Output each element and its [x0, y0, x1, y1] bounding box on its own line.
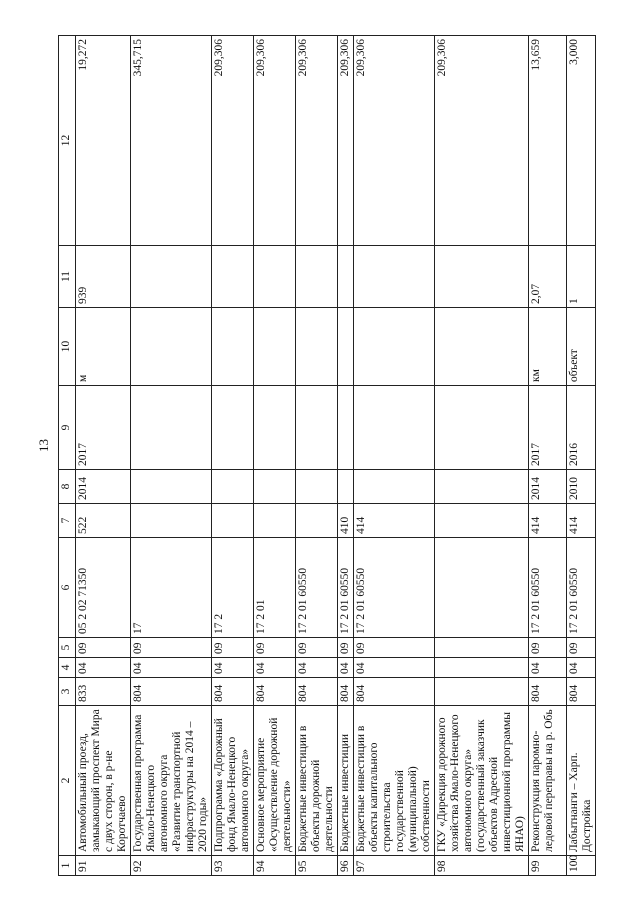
column-header: 6 [59, 538, 76, 638]
table-cell [435, 386, 529, 470]
column-header: 8 [59, 470, 76, 504]
table-cell [131, 386, 212, 470]
table-cell: 804 [254, 678, 296, 706]
table-cell [131, 504, 212, 538]
column-header: 2 [59, 706, 76, 856]
table-cell [435, 504, 529, 538]
table-cell [354, 386, 435, 470]
table-cell [435, 308, 529, 386]
column-header: 5 [59, 638, 76, 658]
column-header: 3 [59, 678, 76, 706]
table-cell: Бюджетные инвестиции в объекты дорожной деятельности [296, 706, 338, 856]
table-cell: 05 2 02 71350 [76, 538, 131, 638]
table-cell [131, 246, 212, 308]
table-cell [435, 246, 529, 308]
table-cell: 95 [296, 856, 338, 876]
table-cell [338, 308, 354, 386]
table-cell: Бюджетные инвестиции в объекты капитального строительства государственной (муниципальной) собственности [354, 706, 435, 856]
table-cell: Государственная программа Ямало-Ненецкого автономного округа «Развитие транспортной инфраструктуры на 2014 – 2020 годы» [131, 706, 212, 856]
table-cell [354, 470, 435, 504]
table-row [338, 36, 354, 876]
table-row [76, 36, 131, 876]
table-cell [435, 658, 529, 678]
table-cell: 209,306 [435, 36, 529, 246]
table-cell: 04 [567, 658, 596, 678]
table-cell: м [76, 308, 131, 386]
budget-table [58, 35, 596, 876]
table-cell [254, 246, 296, 308]
table-cell: 2017 [529, 386, 567, 470]
table-cell: 09 [254, 638, 296, 658]
table-cell: 2,07 [529, 246, 567, 308]
table-cell: 04 [529, 658, 567, 678]
table-row [296, 36, 338, 876]
table-cell: 04 [212, 658, 254, 678]
table-row [254, 36, 296, 876]
table-cell: 410 [338, 504, 354, 538]
table-cell [435, 638, 529, 658]
table-cell: 09 [354, 638, 435, 658]
table-cell [435, 538, 529, 638]
table-cell: 04 [354, 658, 435, 678]
table-cell: 17 2 01 [254, 538, 296, 638]
table-cell [254, 386, 296, 470]
table-row [212, 36, 254, 876]
table-cell: 04 [131, 658, 212, 678]
table-cell: Автомобильный проезд, замыкающий проспект Мира с двух сторон, в р-не Коротчаево [76, 706, 131, 856]
table-cell: 2010 [567, 470, 596, 504]
table-cell: 522 [76, 504, 131, 538]
table-cell: 1 [567, 246, 596, 308]
table-cell [296, 470, 338, 504]
table-cell: 17 [131, 538, 212, 638]
table-cell: Лабытнанги – Харп. Достройка [567, 706, 596, 856]
table-cell: 97 [354, 856, 435, 876]
table-cell: 09 [296, 638, 338, 658]
table-cell [296, 308, 338, 386]
table-cell: 17 2 01 60550 [567, 538, 596, 638]
table-cell: Реконструкция паромно-ледовой переправы на р. Обь [529, 706, 567, 856]
table-cell: 804 [529, 678, 567, 706]
column-header: 12 [59, 36, 76, 246]
table-cell [254, 470, 296, 504]
table-row [435, 36, 529, 876]
table-cell: 345,715 [131, 36, 212, 246]
table-cell: 91 [76, 856, 131, 876]
table-cell: 804 [567, 678, 596, 706]
table-cell [212, 470, 254, 504]
table-cell [212, 504, 254, 538]
table-row [567, 36, 596, 876]
table-cell: 96 [338, 856, 354, 876]
table-cell: Бюджетные инвестиции [338, 706, 354, 856]
table-cell: 17 2 01 60550 [338, 538, 354, 638]
column-header: 9 [59, 386, 76, 470]
budget-table-rotated [58, 36, 596, 876]
table-cell: 04 [76, 658, 131, 678]
table-cell [254, 308, 296, 386]
table-cell [131, 308, 212, 386]
table-cell: 414 [529, 504, 567, 538]
table-cell [212, 308, 254, 386]
table-cell: 09 [338, 638, 354, 658]
table-cell: 04 [296, 658, 338, 678]
table-cell [296, 504, 338, 538]
table-cell: ГКУ «Дирекция дорожного хозяйства Ямало-Ненецкого автономного округа» (государственный заказчик объектов Адресной инвестиционной программы ЯНАО) [435, 706, 529, 856]
table-row [131, 36, 212, 876]
table-header-row [59, 36, 76, 876]
table-cell [338, 470, 354, 504]
table-cell: 3,000 [567, 36, 596, 246]
table-cell: 2016 [567, 386, 596, 470]
table-cell: 04 [254, 658, 296, 678]
table-cell [435, 470, 529, 504]
table-cell [254, 504, 296, 538]
table-cell: 209,306 [354, 36, 435, 246]
table-cell: 19,272 [76, 36, 131, 246]
table-cell: 09 [212, 638, 254, 658]
table-cell: 209,306 [338, 36, 354, 246]
table-cell [354, 308, 435, 386]
page-number: 13 [36, 439, 51, 452]
table-cell: 09 [529, 638, 567, 658]
table-cell: 414 [354, 504, 435, 538]
column-header: 10 [59, 308, 76, 386]
table-cell: 804 [354, 678, 435, 706]
table-cell: 17 2 [212, 538, 254, 638]
table-cell [338, 246, 354, 308]
table-cell: 98 [435, 856, 529, 876]
table-cell [354, 246, 435, 308]
table-cell: 17 2 01 60550 [354, 538, 435, 638]
table-cell: 17 2 01 60550 [529, 538, 567, 638]
table-cell: 09 [76, 638, 131, 658]
column-header: 4 [59, 658, 76, 678]
table-cell: 100 [567, 856, 596, 876]
table-cell: 99 [529, 856, 567, 876]
table-cell [435, 678, 529, 706]
table-cell [338, 386, 354, 470]
column-header: 11 [59, 246, 76, 308]
table-cell: 2014 [529, 470, 567, 504]
table-cell: 09 [131, 638, 212, 658]
table-cell: 92 [131, 856, 212, 876]
table-cell: Основное мероприятие «Осуществление дорожной деятельности» [254, 706, 296, 856]
table-cell: 17 2 01 60550 [296, 538, 338, 638]
column-header: 1 [59, 856, 76, 876]
table-cell: 804 [212, 678, 254, 706]
column-header: 7 [59, 504, 76, 538]
table-row [354, 36, 435, 876]
table-cell: км [529, 308, 567, 386]
table-cell: 209,306 [254, 36, 296, 246]
table-cell: 804 [131, 678, 212, 706]
table-row [529, 36, 567, 876]
table-cell: 804 [338, 678, 354, 706]
table-cell: 209,306 [212, 36, 254, 246]
table-cell [131, 470, 212, 504]
table-cell: 09 [567, 638, 596, 658]
table-cell: 804 [296, 678, 338, 706]
table-cell [212, 246, 254, 308]
table-cell [296, 246, 338, 308]
table-cell: Подпрограмма «Дорожный фонд Ямало-Ненецкого автономного округа» [212, 706, 254, 856]
table-cell: 04 [338, 658, 354, 678]
table-cell: 209,306 [296, 36, 338, 246]
table-cell: объект [567, 308, 596, 386]
table-cell: 2014 [76, 470, 131, 504]
table-cell: 414 [567, 504, 596, 538]
table-cell: 939 [76, 246, 131, 308]
table-cell [296, 386, 338, 470]
table-cell: 93 [212, 856, 254, 876]
table-cell: 2017 [76, 386, 131, 470]
table-cell [212, 386, 254, 470]
table-cell: 13,659 [529, 36, 567, 246]
table-cell: 94 [254, 856, 296, 876]
table-cell: 833 [76, 678, 131, 706]
